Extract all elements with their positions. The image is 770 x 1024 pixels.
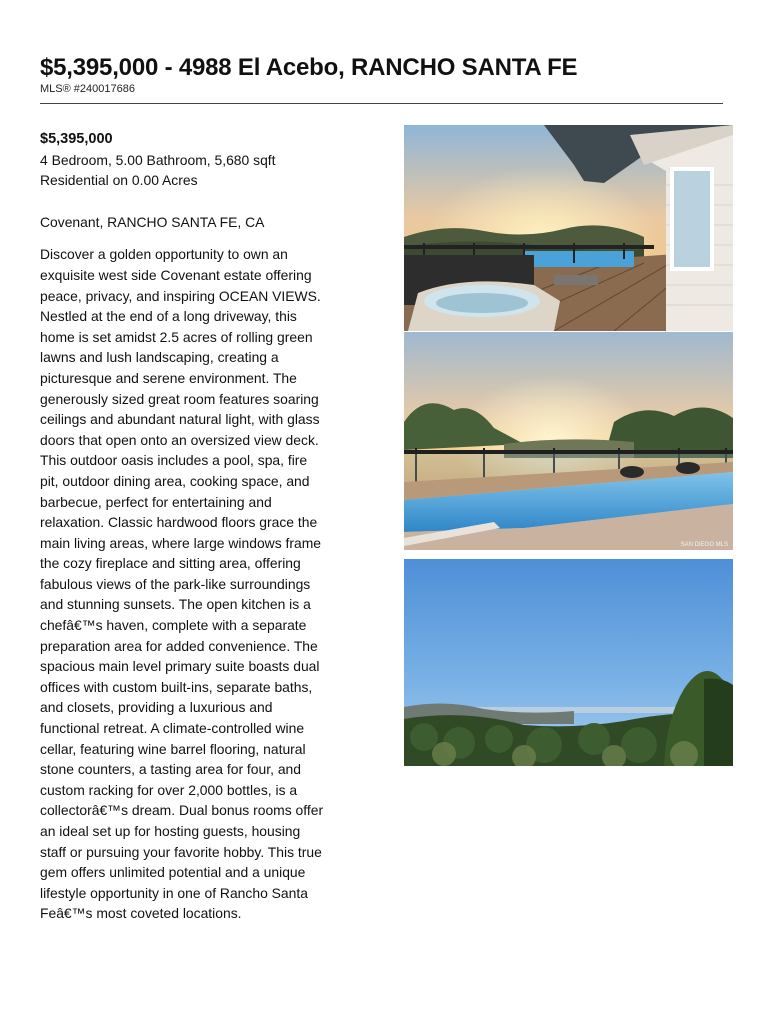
description-line: fabulous views of the park-like surroundings (40, 575, 311, 592)
listing-title: $5,395,000 - 4988 El Acebo, RANCHO SANTA FE (40, 54, 578, 81)
listing-price: $5,395,000 (40, 131, 113, 147)
description-line: the cozy fireplace and sitting area, offering (40, 555, 301, 572)
description-line: stone counters, a tasting area for four, and (40, 761, 301, 778)
description-line: home is set amidst 2.5 acres of rolling green (40, 328, 313, 345)
listing-specs: 4 Bedroom, 5.00 Bathroom, 5,680 sqft (40, 151, 276, 168)
description-line: gem offers unlimited potential and a unique (40, 864, 306, 881)
description-line: staff or pursuing your favorite hobby. This true (40, 843, 322, 860)
description-line: Discover a golden opportunity to own an (40, 246, 288, 263)
description-line: This outdoor oasis includes a pool, spa, fire (40, 452, 308, 469)
description-line: custom racking for over 2,000 bottles, is a (40, 781, 298, 798)
description-line: lifestyle opportunity in one of Rancho Santa (40, 884, 308, 901)
listing-description (40, 244, 370, 924)
description-line: peace, privacy, and inspiring OCEAN VIEWS. (40, 287, 321, 304)
photo-watermark: SAN DIEGO MLS (680, 542, 728, 548)
description-line: Feâ€™s most coveted locations. (40, 905, 242, 922)
description-line: generously sized great room features soaring (40, 390, 319, 407)
description-line: doors that open onto an oversized view deck. (40, 431, 319, 448)
description-line: collectorâ€™s dream. Dual bonus rooms offer (40, 802, 324, 819)
description-line: chefâ€™s haven, complete with a separate (40, 617, 307, 634)
ocean-view-hills-photo (404, 559, 733, 766)
description-line: picturesque and serene environment. The (40, 369, 297, 386)
description-line: cellar, featuring wine barrel flooring, natural (40, 740, 306, 757)
description-line: ceilings and abundant natural light, with glass (40, 411, 320, 428)
description-line: barbecue, perfect for entertaining and (40, 493, 272, 510)
description-line: offices with custom built-ins, separate baths, (40, 678, 313, 695)
pool-sunset-photo (404, 332, 733, 550)
description-line: an ideal set up for hosting guests, housing (40, 823, 301, 839)
listing-details (40, 129, 370, 924)
description-line: pit, outdoor dining area, cooking space, and (40, 472, 310, 489)
description-line: Nestled at the end of a long driveway, this (40, 308, 297, 325)
title-divider (40, 103, 723, 104)
description-line: lawns and lush landscaping, creating a (40, 349, 279, 366)
listing-type-acres: Residential on 0.00 Acres (40, 172, 198, 189)
description-line: exquisite west side Covenant estate offering (40, 266, 312, 283)
description-line: preparation area for added convenience. The (40, 637, 318, 654)
description-line: spacious main level primary suite boasts dual (40, 658, 320, 675)
deck-spa-sunset-photo (404, 125, 733, 331)
description-line: relaxation. Classic hardwood floors grace the (40, 514, 318, 531)
listing-location: Covenant, RANCHO SANTA FE, CA (40, 213, 265, 230)
mls-number: MLS® #240017686 (40, 83, 135, 95)
description-line: and closets, providing a luxurious and (40, 699, 273, 716)
description-line: functional retreat. A climate-controlled wine (40, 720, 305, 737)
description-line: main living areas, where large windows frame (40, 534, 322, 551)
description-line: and stunning sunsets. The open kitchen is a (40, 596, 311, 613)
